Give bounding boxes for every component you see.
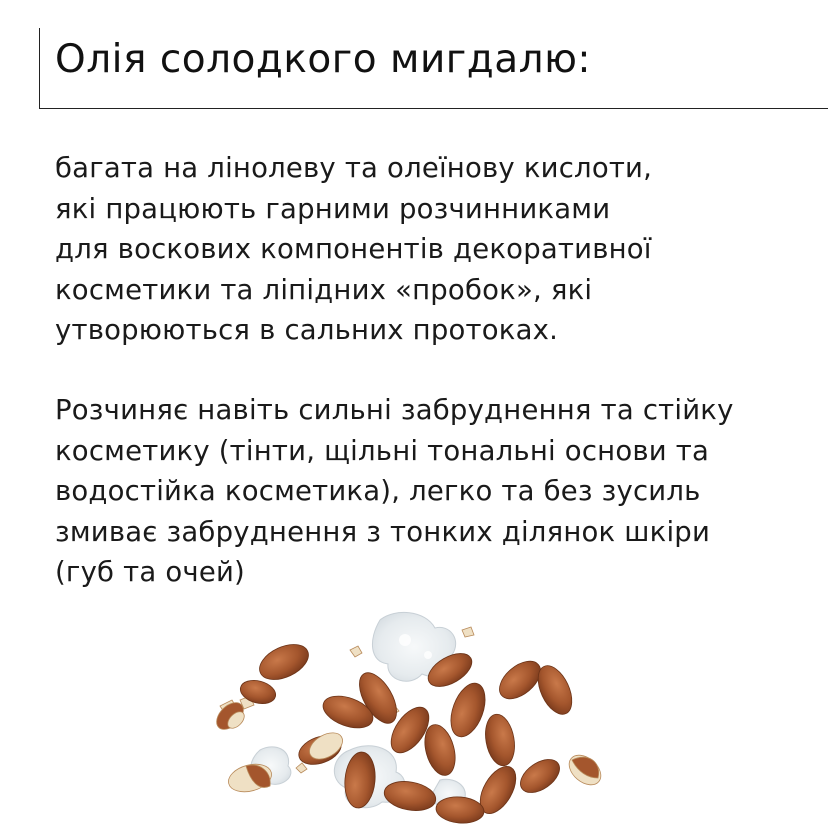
- text-line: для воскових компонентів декоративної: [55, 233, 652, 265]
- text-line: які працюють гарними розчинниками: [55, 192, 611, 225]
- text-line: Розчиняє навіть сильні забруднення та стійку: [55, 394, 734, 426]
- paragraph-oil-properties: [55, 148, 652, 351]
- text-line: косметики та ліпідних «пробок», які: [55, 273, 593, 306]
- text-line: (губ та очей): [55, 556, 245, 588]
- text-line: водостійка косметика), легко та без зусиль: [55, 475, 701, 507]
- text-line: косметику (тінти, щільні тональні основи та: [55, 434, 710, 467]
- text-line: змиває забруднення з тонких ділянок шкіри: [55, 515, 711, 548]
- text-line: утворюються в сальних протоках.: [55, 314, 559, 346]
- text-line: багата на лінолеву та олеїнову кислоти,: [55, 152, 653, 184]
- almonds-illustration: [200, 600, 620, 828]
- page-title: Олія солодкого мигдалю:: [55, 37, 592, 82]
- paragraph-makeup-removal: [55, 390, 734, 593]
